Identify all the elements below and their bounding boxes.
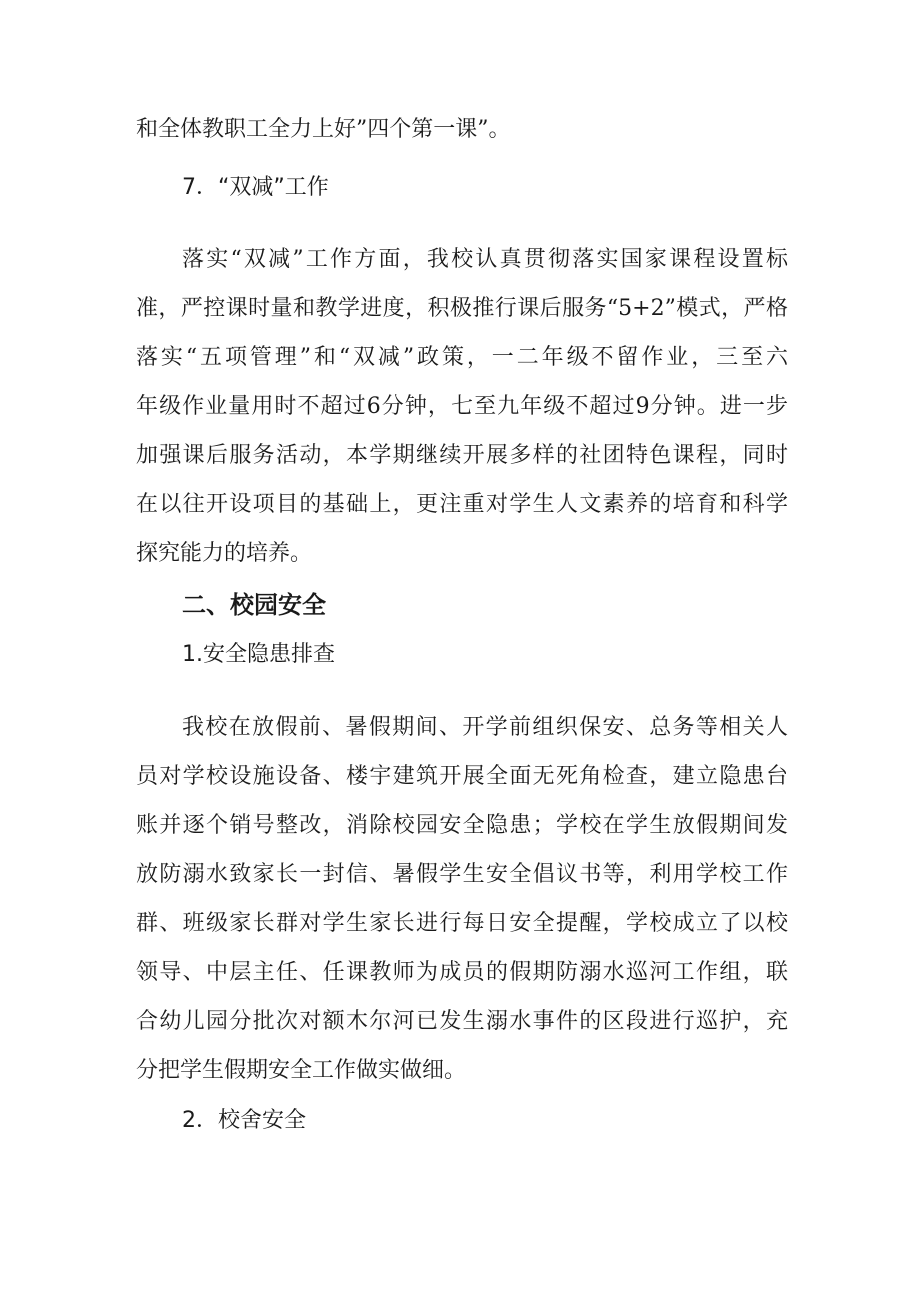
paragraph-line: 账并逐个销号整改，消除校园安全隐患；学校在学生放假期间发	[136, 813, 788, 838]
continuation-line: 和全体教职工全力上好”四个第一课”。	[136, 117, 511, 142]
paragraph-line: 合幼儿园分批次对额木尔河已发生溺水事件的区段进行巡护，充	[136, 1009, 788, 1034]
paragraph-line: 领导、中层主任、任课教师为成员的假期防溺水巡河工作组，联	[136, 960, 788, 985]
paragraph-line: 加强课后服务活动，本学期继续开展多样的社团特色课程，同时	[136, 443, 788, 468]
paragraph-line: 分把学生假期安全工作做实做细。	[136, 1058, 467, 1083]
paragraph-line: 在以往开设项目的基础上，更注重对学生人文素养的培育和科学	[136, 492, 788, 517]
section-7-heading: 7．“双减”工作	[182, 175, 329, 200]
paragraph-line: 落实“双减”工作方面，我校认真贯彻落实国家课程设置标	[182, 247, 788, 272]
paragraph-line: 准，严控课时量和教学进度，积极推行课后服务“5+2”模式，严格	[136, 296, 788, 321]
subsection-2-heading: 2．校舍安全	[182, 1108, 306, 1133]
paragraph-line: 我校在放假前、暑假期间、开学前组织保安、总务等相关人	[182, 715, 788, 740]
section-two-heading: 二、校园安全	[182, 591, 326, 619]
paragraph-line: 落实“五项管理”和“双减”政策，一二年级不留作业，三至六	[136, 345, 788, 370]
subsection-1-heading: 1.安全隐患排查	[182, 642, 335, 667]
paragraph-line: 年级作业量用时不超过6分钟，七至九年级不超过9分钟。进一步	[136, 394, 788, 419]
paragraph-line: 放防溺水致家长一封信、暑假学生安全倡议书等，利用学校工作	[136, 862, 788, 887]
paragraph-line: 群、班级家长群对学生家长进行每日安全提醒，学校成立了以校	[136, 911, 788, 936]
paragraph-line: 员对学校设施设备、楼宇建筑开展全面无死角检查，建立隐患台	[136, 764, 788, 789]
paragraph-line: 探究能力的培养。	[136, 541, 313, 566]
